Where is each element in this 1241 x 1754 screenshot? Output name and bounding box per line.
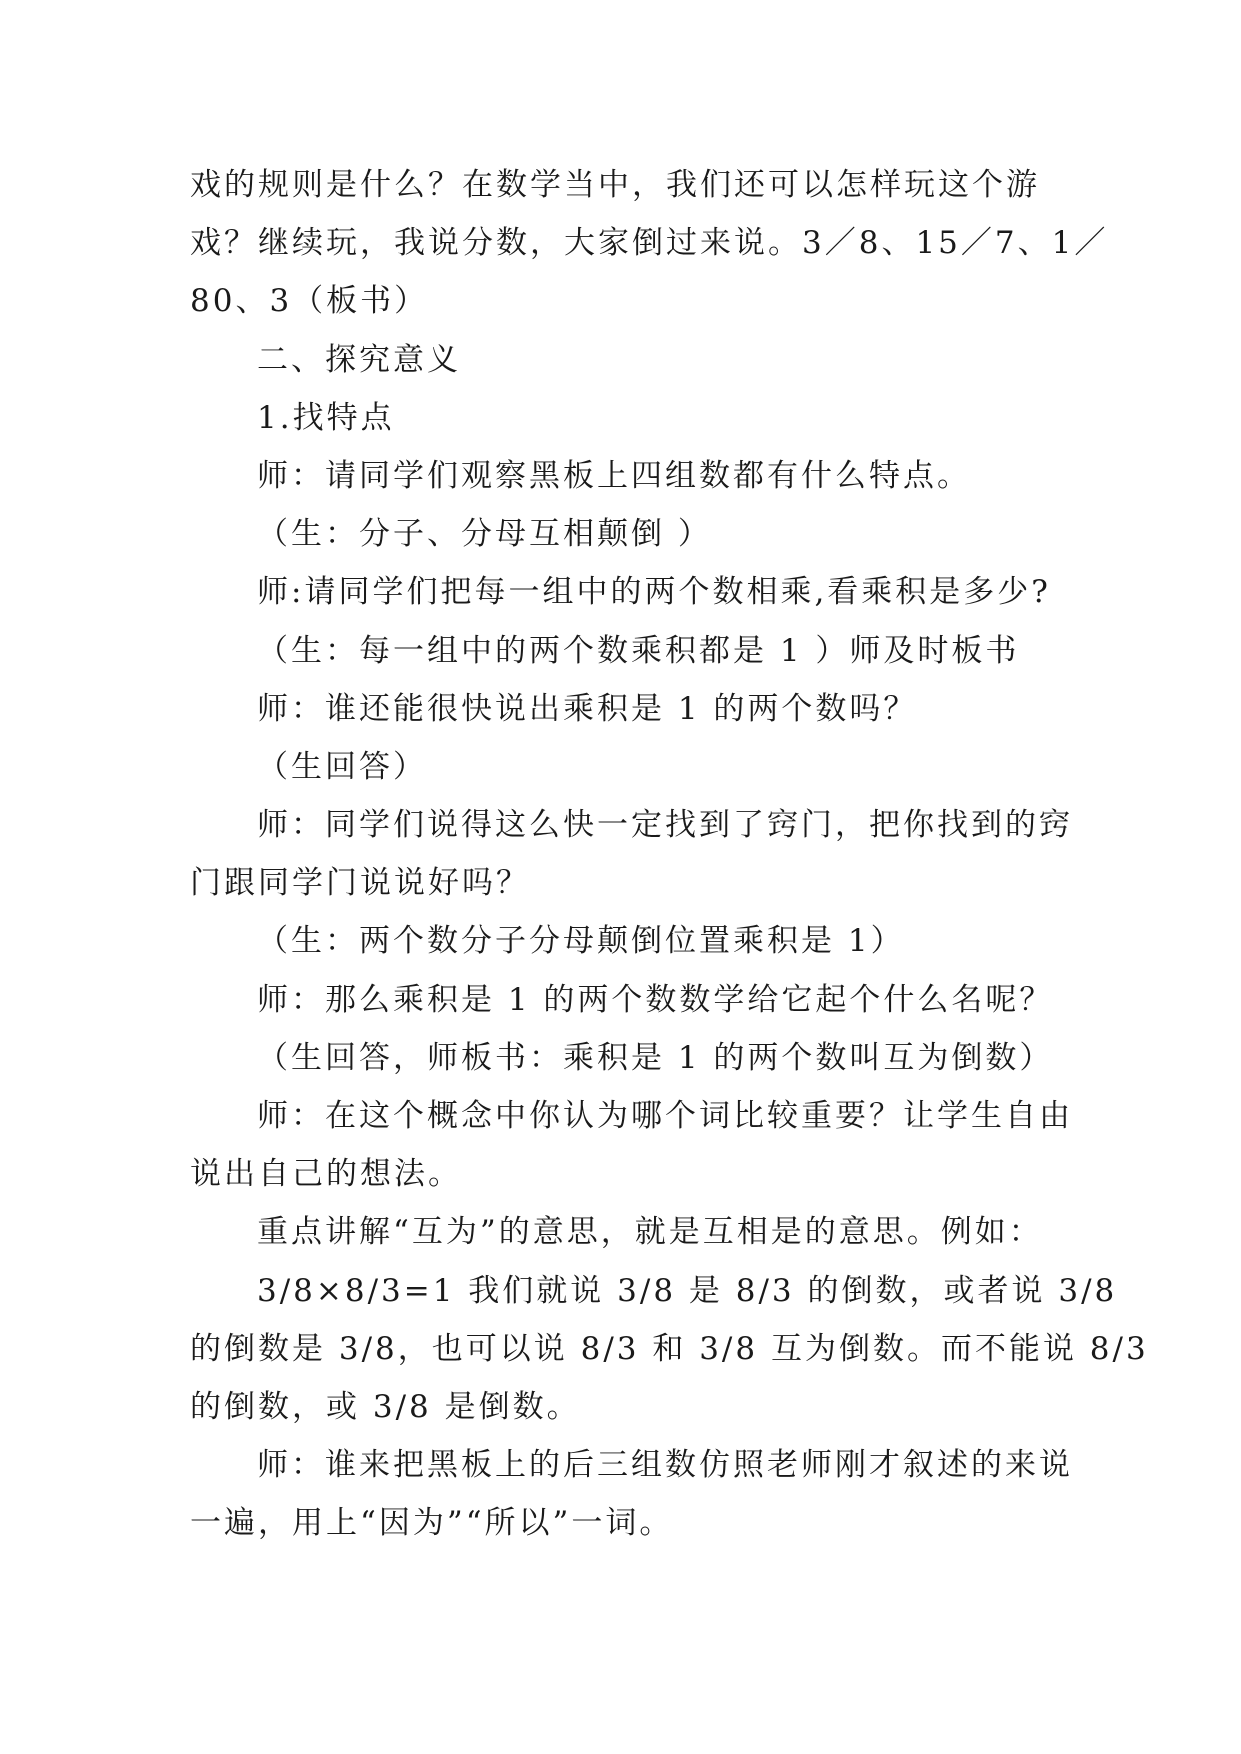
text-line: 戏？继续玩，我说分数，大家倒过来说。3／8、15／7、1／ [190, 225, 1109, 262]
text-line: （生：分子、分母互相颠倒 ） [257, 516, 712, 553]
text-line: 师：那么乘积是 1 的两个数数学给它起个什么名呢？ [257, 981, 1054, 1018]
text-line: （生：两个数分子分母颠倒位置乘积是 1） [257, 923, 905, 960]
text-line: 的倒数，或 3/8 是倒数。 [190, 1388, 581, 1425]
text-line: 师：在这个概念中你认为哪个词比较重要？让学生自由 [257, 1098, 1073, 1134]
section-heading: 二、探究意义 [257, 341, 461, 378]
text-line: （生回答，师板书：乘积是 1 的两个数叫互为倒数） [257, 1039, 1054, 1076]
text-line: 师：请同学们观察黑板上四组数都有什么特点。 [257, 457, 971, 494]
subsection-heading: 1.找特点 [257, 399, 395, 436]
text-line: 一遍，用上“因为”“所以”一词。 [190, 1505, 674, 1542]
text-line: 师：谁还能很快说出乘积是 1 的两个数吗？ [257, 690, 918, 727]
text-line: 说出自己的想法。 [190, 1156, 462, 1193]
text-line: 的倒数是 3/8，也可以说 8/3 和 3/8 互为倒数。而不能说 8/3 [190, 1330, 1149, 1367]
text-line: 门跟同学门说说好吗？ [190, 865, 530, 902]
text-line: 师：同学们说得这么快一定找到了窍门，把你找到的窍 [257, 807, 1073, 844]
text-line: 师：谁来把黑板上的后三组数仿照老师刚才叙述的来说 [257, 1447, 1073, 1484]
text-line: （生回答） [257, 748, 427, 785]
text-line: 戏的规则是什么？在数学当中，我们还可以怎样玩这个游 [190, 167, 1040, 203]
text-line: （生：每一组中的两个数乘积都是 1 ）师及时板书 [257, 632, 1020, 669]
text-line: 3/8×8/3=1 我们就说 3/8 是 8/3 的倒数，或者说 3/8 [257, 1272, 1118, 1309]
body-text [190, 156, 1149, 1553]
text-line: 80、3（板书） [190, 283, 429, 320]
text-line: 师:请同学们把每一组中的两个数相乘,看乘积是多少? [257, 574, 1051, 611]
text-line: 重点讲解“互为”的意思，就是互相是的意思。例如： [257, 1214, 1043, 1251]
